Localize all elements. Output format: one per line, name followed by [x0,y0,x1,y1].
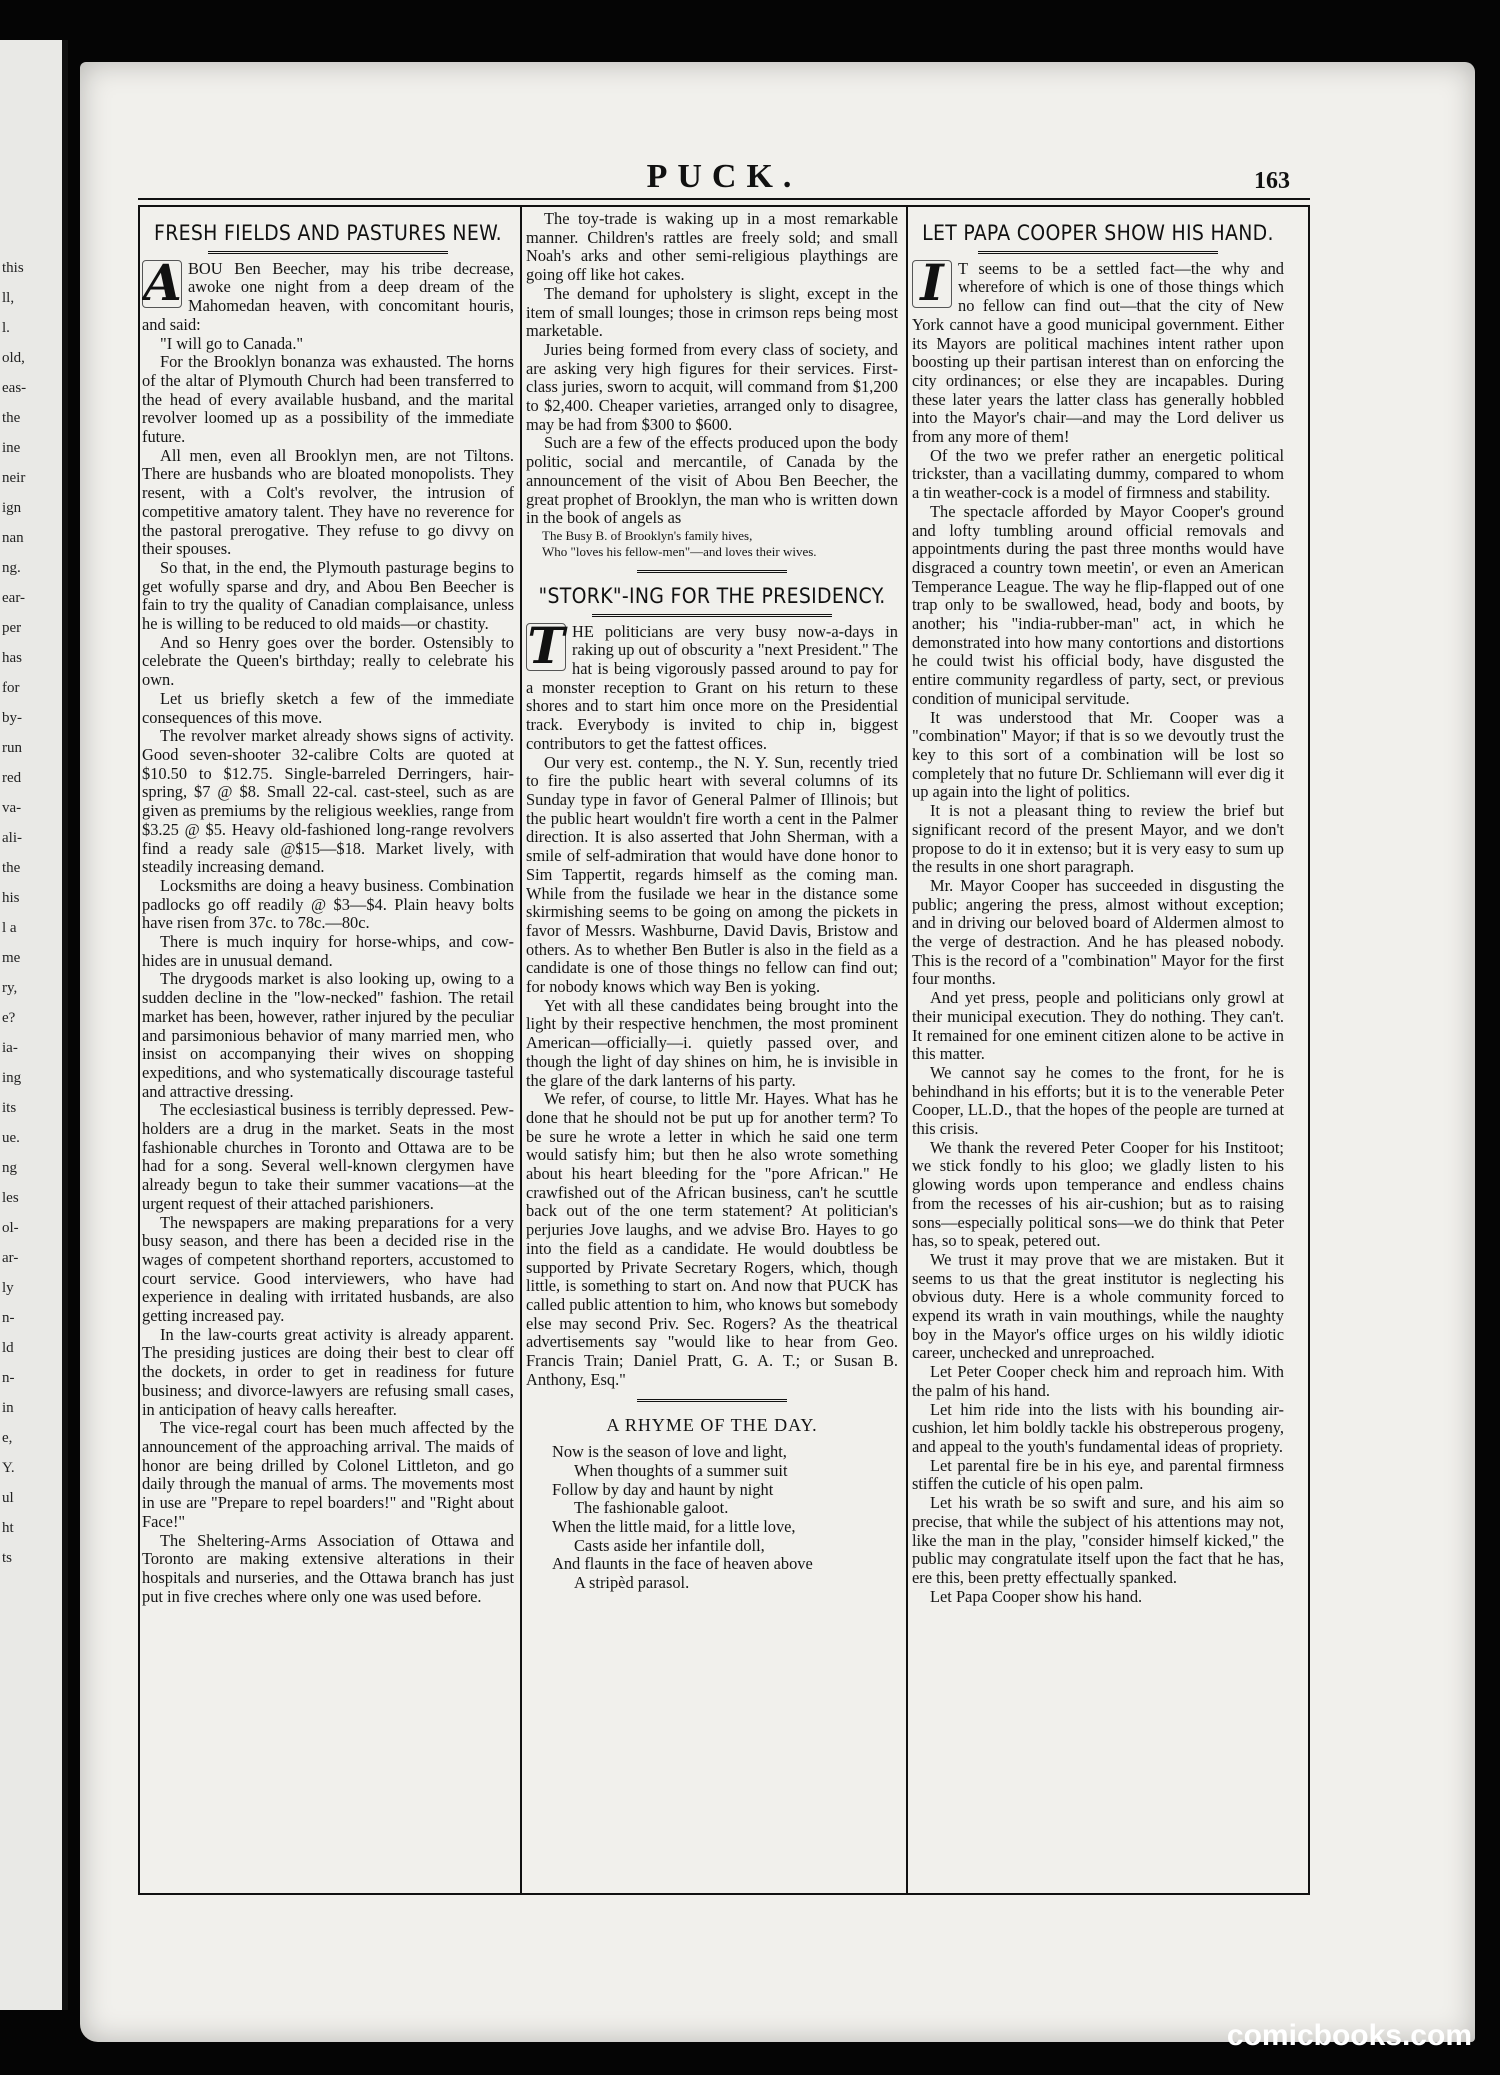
edge-text-fragment: the [2,860,21,876]
signature-verse [526,528,898,560]
edge-text-fragment: e? [2,1010,16,1026]
edge-text-fragment: me [2,950,21,966]
paragraph: Let parental fire be in his eye, and parental firmness stiffen the cuticle of his open palm. [912,1455,1284,1494]
paragraph: All men, even all Brooklyn men, are not Tiltons. There are husbands who are bloated monopolists. They resent, with a Colt's revolver, the intrusion of competitive amatory talent. They have no reverence for the pastoral prerogative. They refuse to go divvy on their spouses. [142,445,514,559]
paragraph: Let us briefly sketch a few of the immediate consequences of this move. [142,688,514,727]
paragraph: And yet press, people and politicians only growl at their municipal execution. They do nothing. They can't. It remained for one eminent citizen alone to be active in this matter. [912,988,1284,1064]
paragraph: Mr. Mayor Cooper has succeeded in disgusting the public; angering the press, almost without exception; and in driving our beloved board of Aldermen almost to the verge of destraction. And he has pleased nobody. This is the record of a "combination" Mayor for the first four months. [912,875,1284,989]
edge-text-fragment: eas- [2,380,27,396]
edge-text-fragment: his [2,890,20,906]
article-papa-cooper [912,210,1284,1890]
article-headline: LET PAPA COOPER SHOW HIS HAND. [922,221,1274,245]
edge-text-fragment: ol- [2,1220,19,1236]
paragraph: Let Peter Cooper check him and reproach him. With the palm of his hand. [912,1362,1284,1400]
edge-text-fragment: Y. [2,1460,15,1476]
page-number: 163 [1254,168,1290,194]
edge-text-fragment: ld [2,1340,14,1356]
edge-text-fragment: nan [2,530,24,546]
poem-line: When thoughts of a summer suit [574,1460,788,1480]
poem-title: A RHYME OF THE DAY. [606,1415,818,1436]
paragraph: The Sheltering-Arms Association of Ottawa and Toronto are making extensive alterations in their hospitals and nurseries, and the Ottawa branch has just put in five creches where only one was used before. [142,1530,514,1606]
column-rule [520,207,522,1893]
edge-text-fragment: ts [2,1550,13,1566]
headline-rule [978,251,1218,254]
paragraph: The toy-trade is waking up in a most remarkable manner. Children's rattles are freely sold; and small Noah's arks and other semi-religious playthings are going off like hot cakes. [526,210,898,285]
edge-text-fragment: for [2,680,20,696]
edge-text-fragment: red [2,770,22,786]
article-headline: FRESH FIELDS AND PASTURES NEW. [154,221,502,245]
edge-text-fragment: neir [2,470,26,486]
edge-text-fragment: ng. [2,560,21,576]
poem-line: The fashionable galoot. [574,1498,729,1518]
headline-rule [208,251,448,254]
article-fresh-fields [142,210,514,1890]
edge-text-fragment: ly [2,1280,14,1296]
poem-line: A stripèd parasol. [574,1573,690,1593]
edge-text-fragment: ry, [2,980,18,996]
edge-text-fragment: e, [2,1430,13,1446]
paragraph: The drygoods market is also looking up, owing to a sudden decline in the "low-necked" fashion. The retail market has been, however, rather injured by the peculiar and parsimonious behavior of many married men, who insist on accompanying their wives on shopping expeditions, and who systematically discourage tasteful and attractive dressing. [142,969,514,1101]
column-rule [906,207,908,1893]
edge-text-fragment: l a [2,920,17,936]
edge-text-fragment: l. [2,320,10,336]
section-rule [637,570,787,573]
drop-cap: A [143,252,182,312]
section-rule [637,1399,787,1402]
edge-text-fragment: ia- [2,1040,18,1056]
article-body [912,252,1284,1607]
paragraph: Let his wrath be so swift and sure, and his aim so precise, that while the subject of his attentions may not, like the man in the play, "consider himself kicked," the public may congratulate itself upon the fact that he has, ere this, been pretty effectually spanked. [912,1493,1284,1587]
paragraph: We thank the revered Peter Cooper for his Institoot; we stick fondly to his gloo; we gladly listen to his glowing words upon temperance and endless chains from the recesses of his air-cushion; but as to raising sons—especially political sons—we do think that Peter has, so to speak, petered out. [912,1137,1284,1251]
edge-text-fragment: per [2,620,22,636]
edge-text-fragment: in [2,1400,14,1416]
edge-text-fragment: ine [2,440,21,456]
column-middle [526,210,898,1890]
edge-text-fragment: les [2,1190,19,1206]
edge-text-fragment: n- [2,1310,15,1326]
edge-text-fragment: ar- [2,1250,19,1266]
edge-text-fragment: ht [2,1520,14,1536]
paragraph: In the law-courts great activity is already apparent. The presiding justices are doing their best to clear off the dockets, in order to get in readiness for future business; and divorce-lawyers are refusing small cases, in anticipation of heavy calls hereafter. [142,1324,514,1419]
edge-text-fragment: run [2,740,22,756]
article-continuation [526,210,898,528]
paragraph: Such are a few of the effects produced upon the body politic, social and mercantile, of Canada by the announcement of the visit of Abou Ben Beecher, the great prophet of Brooklyn, the man who is written down in the book of angels as [526,433,898,528]
masthead [138,158,1310,200]
paragraph: The ecclesiastical business is terribly depressed. Pew-holders are a drug in the market. Seats in the most fashionable churches in Toronto and Ottawa are to be had for a song. Several well-known clergymen have already begun to take their summer vacations—at the urgent request of their attached parishioners. [142,1100,514,1213]
edge-text-fragment: ll, [2,290,15,306]
edge-text-fragment: ign [2,500,22,516]
masthead-title: PUCK. [646,158,802,195]
article-headline: "STORK"-ING FOR THE PRESIDENCY. [538,583,886,608]
article-body [142,252,514,1607]
paragraph: So that, in the end, the Plymouth pasturage begins to get wofully sparse and dry, and Abou Ben Beecher is fain to try the quality of Canadian complaisance, unless he is willing to be reduced to old maids—or chastity. [142,557,514,634]
paragraph: The newspapers are making preparations for a very busy season, and there has been a decided rise in the wages of competent shorthand reporters, accustomed to court service. Good interviewers, who have had experience in dealing with irritated husbands, are also getting increased pay. [142,1212,514,1326]
paragraph: BOU Ben Beecher, may his tribe decrease, awoke one night from a deep dream of the Mahomedan heaven, with concomitant houris, and said: [142,258,514,334]
paragraph: Of the two we prefer rather an energetic political trickster, than a vacillating dummy, compared to whom a tin weather-cock is a model of firmness and stability. [912,445,1284,503]
paragraph: And so Henry goes over the border. Ostensibly to celebrate the Queen's birthday; really to celebrate his own. [142,632,514,690]
poem [526,1443,898,1593]
paragraph: There is much inquiry for horse-whips, and cow-hides are in unusual demand. [142,932,514,970]
edge-text-fragment: ul [2,1490,14,1506]
edge-text-fragment: ali- [2,830,22,846]
watermark: comicbooks.com [1226,2019,1472,2052]
article-body [526,615,898,1390]
edge-text-fragment: this [2,260,24,276]
paragraph: T seems to be a settled fact—the why and wherefore of which is one of those things which no fellow can find out—that the city of New York cannot have a good municipal government. Either its Mayors are political machines intent rather upon boosting up their partisan interest than on enforcing the city ordinances; or else they are incapables. During these later years the latter class has generally hobbled into the Mayor's chair—and may the Lord deliver us from any more of them! [912,258,1284,447]
drop-cap: I [912,260,952,308]
paragraph: The demand for upholstery is slight, except in the item of small lounges; those in crimson reps being most marketable. [526,283,898,341]
headline-rule [592,614,832,617]
signature-line: Who "loves his fellow-men"—and loves their wives. [542,543,817,559]
paragraph: We cannot say he comes to the front, for he is behindhand in his efforts; but it is to the venerable Peter Cooper, LL.D., that the hopes of the people are turned at this crisis. [912,1062,1284,1139]
edge-text-fragment: by- [2,710,22,726]
paragraph: HE politicians are very busy now-a-days in raking up out of obscurity a "next President." The hat is being vigorously passed around to pay for a monster reception to Grant on his return to these shores and to start him once more on the Presidential track. Everybody is invited to chip in, biggest contributors to get the fattest offices. [526,621,898,753]
paragraph: Yet with all these candidates being brought into the light by their respective henchmen, the most prominent American—officially—i. quietly passed over, and though the light of day shines on him, he is invisible in the glare of the dark lanterns of his party. [526,995,898,1090]
paragraph: Let him ride into the lists with his bounding air-cushion, let him boldly tackle his obstreperous progeny, and appeal to the youth's fundamental ideas of propriety. [912,1399,1284,1456]
edge-text-fragment: old, [2,350,25,366]
paragraph: The revolver market already shows signs of activity. Good seven-shooter 32-calibre Colts are quoted at $10.50 to $12.75. Single-barreled Derringers, hair-spring, $7 @ $8. Small 22-cal. cast-steel, such as are given as premiums by the religious weeklies, range from $3.25 @ $5. Heavy old-fashioned long-range revolvers find a ready sale @$15—$18. Market lively, with steadily increasing demand. [142,726,514,877]
paragraph: Juries being formed from every class of society, and are asking very high figures for their services. First-class juries, sworn to acquit, will command from $1,200 to $2,400. Cheaper varieties, arranged only to disagree, may be had from $300 to $600. [526,339,898,434]
paragraph: "I will go to Canada." [160,333,304,353]
signature-line: The Busy B. of Brooklyn's family hives, [542,527,753,543]
paragraph: Let Papa Cooper show his hand. [930,1586,1143,1606]
paragraph: The spectacle afforded by Mayor Cooper's ground and lofty tumbling around official removals and appointments during the past three months would have disgraced a country town meetin', or even an American Temperance League. The way he flip-flapped out of one trap only to be swallowed, head, body and boots, by another; his "india-rubber-man" act, in which he demonstrated into how many contortions and distortions he could twist his official body, have disgusted the entire community regardless of party, sect, or previous condition of municipal servitude. [912,501,1284,708]
edge-text-fragment: ing [2,1070,22,1086]
paragraph: We trust it may prove that we are mistaken. But it seems to us that the great institutor is neglecting his obvious duty. Here is a whole community forced to expend its wrath in vain mouthings, while the naughty boy in the Mayor's office urges on his wildly idiotic career, unchecked and unreproached. [912,1249,1284,1363]
poem-line: When the little maid, for a little love, [552,1517,796,1536]
edge-text-fragment: has [2,650,22,666]
edge-text-fragment: the [2,410,21,426]
edge-text-fragment: ue. [2,1130,20,1146]
edge-text-fragment: ear- [2,590,26,606]
edge-text-fragment: ng [2,1160,17,1176]
paragraph: Our very est. contemp., the N. Y. Sun, recently tried to fire the public heart with several columns of its Sunday type in favor of General Palmer of Illinois; but the public heart wouldn't fire worth a cent in the Palmer direction. It is also asserted that John Sherman, with a smile of self-admiration that would have done honor to Sim Tappertit, regards himself as the coming man. While from the fusilade we hear in the distance some skirmishing seems to be going on among the pickets in favor of Messrs. Washburne, David Davis, Bristow and others. As to whether Ben Butler is also in the field as a candidate is one of those things no fellow can find out; for nobody knows which way Ben is yoking. [526,752,898,997]
drop-cap: T [527,615,565,675]
poem-line: And flaunts in the face of heaven above [552,1554,813,1574]
edge-text-fragment: n- [2,1370,15,1386]
paragraph: For the Brooklyn bonanza was exhausted. The horns of the altar of Plymouth Church had been transferred to the head of every available husband, and the marital revolver loomed up as a possibility of the immediate future. [142,352,514,447]
paragraph: It is not a pleasant thing to review the brief but significant record of the present Mayor, and we don't propose to do it in extenso; but it is very easy to sum up the results in one short paragraph. [912,801,1284,877]
previous-page-edge [0,40,68,2010]
paragraph: It was understood that Mr. Cooper was a "combination" Mayor; if that is so we devoutly trust the key to this sort of a combination will be lost so completely that no future Dr. Schliemann will ever dig it up again into the light of politics. [912,707,1284,802]
paragraph: Locksmiths are doing a heavy business. Combination padlocks go off readily @ $3—$4. Plain heavy bolts have risen from 37c. to 78c.—80c. [142,875,514,933]
edge-text-fragment: va- [2,800,22,816]
poem-line: Follow by day and haunt by night [552,1479,774,1499]
poem-line: Now is the season of love and light, [552,1442,787,1462]
paragraph: We refer, of course, to little Mr. Hayes. What has he done that he should not be put up for another term? To be sure he wrote a letter in which he said one term would satisfy him; but then he also wrote something about his heart bleeding for the "pore African." He crawfished out of the African business, can't he scuttle back out of the one term statement? At politician's perjuries Jove laughs, and we advise Bro. Hayes to go into the field as a candidate. He would doubtless be supported by Private Secretary Rogers, which, though little, is something to start on. And now that PUCK has called public attention to him, who knows but somebody else may second Priv. Sec. Rogers? As the theatrical advertisements say "would like to hear from Geo. Francis Train; Daniel Pratt, G. A. T.; or Susan B. Anthony, Esq." [526,1089,898,1389]
poem-line: Casts aside her infantile doll, [574,1535,765,1555]
paragraph: The vice-regal court has been much affected by the announcement of the approaching arrival. The maids of honor are being drilled by Colonel Littleton, and go daily through the manual of arms. The movements most in use are "Prepare to repel boarders!" and "Right about Face!" [142,1418,514,1531]
edge-text-fragment: its [2,1100,17,1116]
